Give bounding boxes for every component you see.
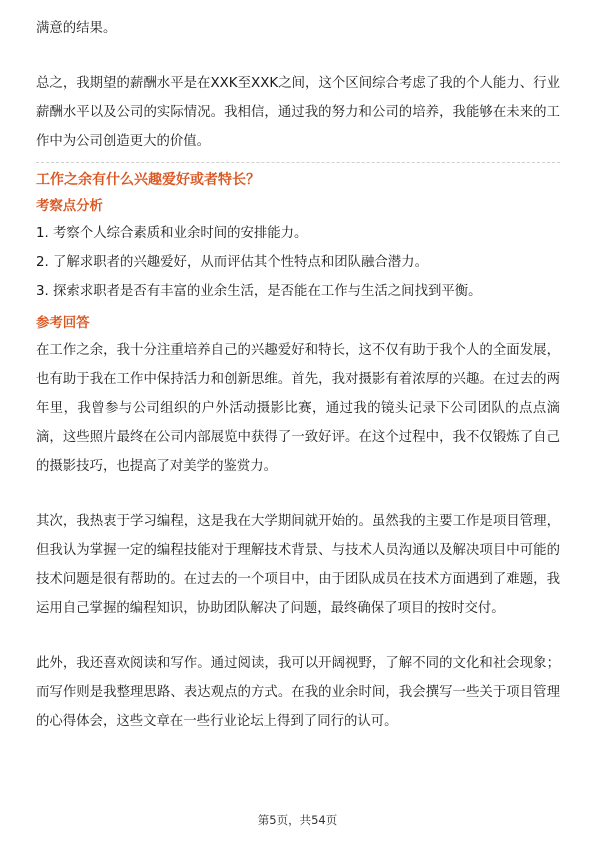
summary-paragraph: 总之，我期望的薪酬水平是在XXK至XXK之间，这个区间综合考虑了我的个人能力、行业薪酬水平以及公司的实际情况。我相信，通过我的努力和公司的培养，我能够在未来的工作中为公司创造更大的价值。 <box>36 76 560 149</box>
answer-paragraph: 此外，我还喜欢阅读和写作。通过阅读，我可以开阔视野，了解不同的文化和社会现象；而写作则是我整理思路、表达观点的方式。在我的业余时间，我会撰写一些关于项目管理的心得体会，这些文章在一些行业论坛上得到了同行的认可。 <box>36 656 560 729</box>
analysis-item: 3. 探索求职者是否有丰富的业余生活，是否能在工作与生活之间找到平衡。 <box>36 284 482 299</box>
document-page <box>36 0 560 736</box>
answer-paragraph: 其次，我热衷于学习编程，这是我在大学期间就开始的。虽然我的主要工作是项目管理，但我认为掌握一定的编程技能对于理解技术背景、与技术人员沟通以及解决项目中可能的技术问题是很有帮助的。在过去的一个项目中，由于团队成员在技术方面遇到了难题，我运用自己掌握的编程知识，协助团队解决了问题，最终确保了项目的按时交付。 <box>36 514 560 616</box>
section-divider <box>36 162 560 163</box>
analysis-item: 1. 考察个人综合素质和业余时间的安排能力。 <box>36 226 308 241</box>
analysis-item: 2. 了解求职者的兴趣爱好，从而评估其个性特点和团队融合潜力。 <box>36 255 428 270</box>
answer-title: 参考回答 <box>36 316 90 331</box>
answer-paragraph: 在工作之余，我十分注重培养自己的兴趣爱好和特长，这不仅有助于我个人的全面发展，也有助于我在工作中保持活力和创新思维。首先，我对摄影有着浓厚的兴趣。在过去的两年里，我曾参与公司组织的户外活动摄影比赛，通过我的镜头记录下公司团队的点点滴滴，这些照片最终在公司内部展览中获得了一致好评。在这个过程中，我不仅锻炼了自己的摄影技巧，也提高了对美学的鉴赏力。 <box>36 343 560 474</box>
question-title: 工作之余有什么兴趣爱好或者特长？ <box>36 172 260 188</box>
analysis-title: 考察点分析 <box>36 199 103 214</box>
intro-tail-paragraph: 满意的结果。 <box>36 21 117 36</box>
page-footer: 第5页，共54页 <box>257 813 338 827</box>
